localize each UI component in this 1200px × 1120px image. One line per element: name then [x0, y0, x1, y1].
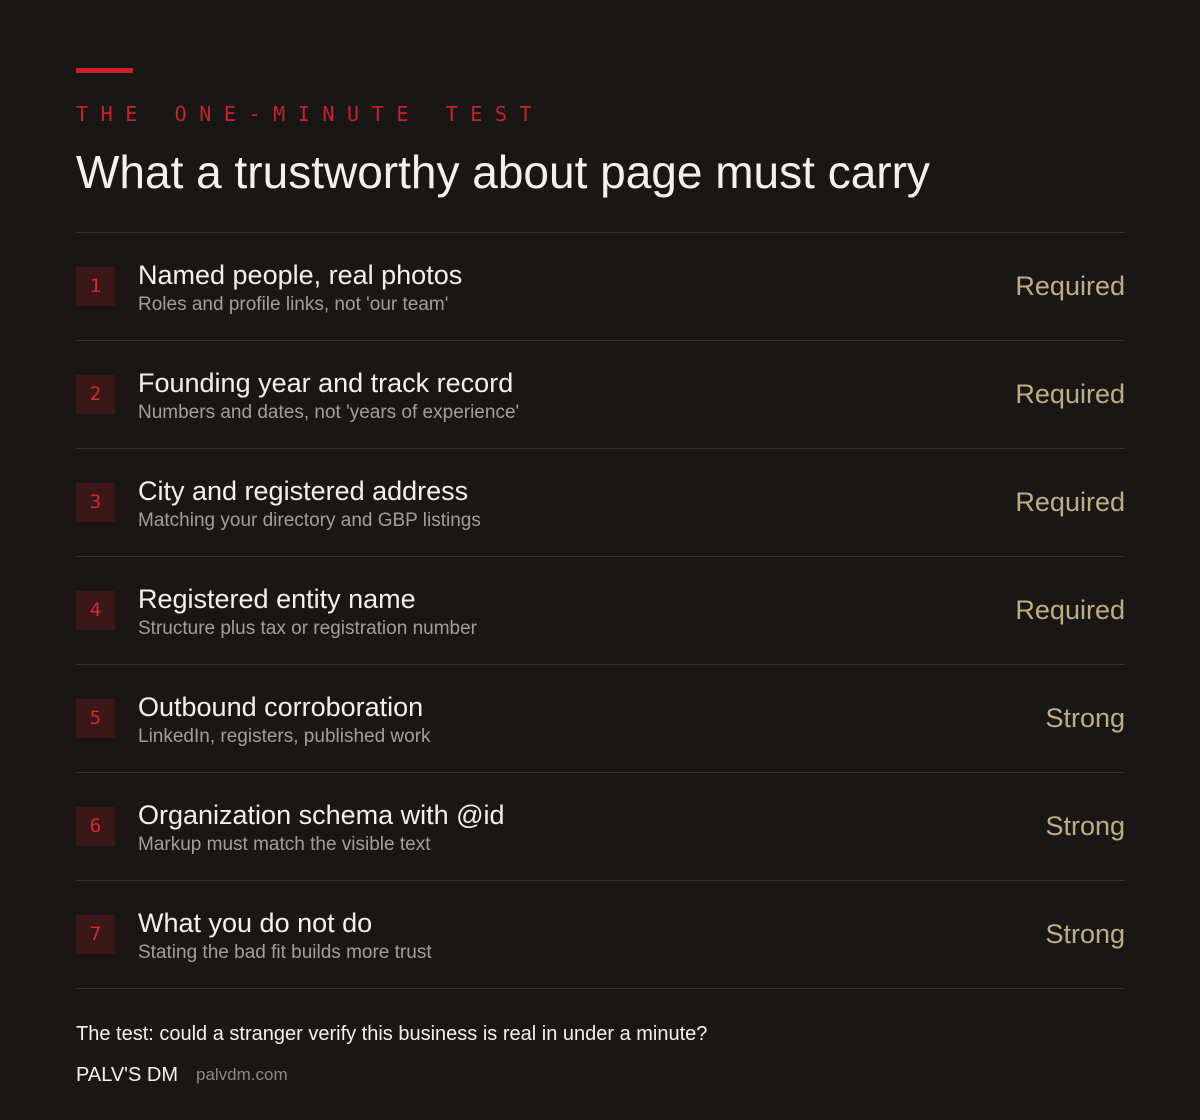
item-status: Strong — [1045, 811, 1125, 841]
item-subtitle: Markup must match the visible text — [138, 834, 431, 855]
item-title: City and registered address — [138, 476, 469, 506]
item-number-badge: 3 — [76, 483, 115, 522]
checklist-row — [76, 665, 1125, 773]
item-subtitle: Numbers and dates, not 'years of experience' — [138, 402, 520, 423]
checklist-row — [76, 449, 1125, 557]
eyebrow-label: THE ONE-MINUTE TEST — [76, 102, 545, 126]
item-subtitle: LinkedIn, registers, published work — [138, 726, 431, 747]
item-status: Strong — [1045, 919, 1125, 949]
item-subtitle: Structure plus tax or registration number — [138, 618, 477, 639]
checklist-row — [76, 773, 1125, 881]
item-status: Required — [1015, 379, 1125, 409]
item-number-badge: 4 — [76, 591, 115, 630]
item-number-badge: 7 — [76, 915, 115, 954]
item-title: Named people, real photos — [138, 260, 463, 290]
accent-bar — [76, 68, 133, 73]
item-status: Strong — [1045, 703, 1125, 733]
checklist-row — [76, 881, 1125, 989]
item-title: Outbound corroboration — [138, 692, 424, 722]
brand-domain: palvdm.com — [196, 1065, 288, 1084]
item-status: Required — [1015, 487, 1125, 517]
item-title: Registered entity name — [138, 584, 416, 614]
footer-note: The test: could a stranger verify this business is real in under a minute? — [76, 1023, 708, 1045]
item-status: Required — [1015, 271, 1125, 301]
item-subtitle: Matching your directory and GBP listings — [138, 510, 481, 531]
item-number-badge: 1 — [76, 267, 115, 306]
item-title: Organization schema with @id — [138, 800, 505, 830]
checklist — [76, 232, 1125, 989]
brand-name: PALV'S DM — [76, 1064, 178, 1086]
checklist-row — [76, 233, 1125, 341]
item-subtitle: Roles and profile links, not 'our team' — [138, 294, 449, 315]
item-title: Founding year and track record — [138, 368, 514, 398]
page-title: What a trustworthy about page must carry — [76, 146, 930, 198]
item-number-badge: 2 — [76, 375, 115, 414]
checklist-row — [76, 341, 1125, 449]
item-number-badge: 6 — [76, 807, 115, 846]
item-number-badge: 5 — [76, 699, 115, 738]
item-subtitle: Stating the bad fit builds more trust — [138, 942, 432, 963]
checklist-row — [76, 557, 1125, 665]
item-status: Required — [1015, 595, 1125, 625]
item-title: What you do not do — [138, 908, 373, 938]
